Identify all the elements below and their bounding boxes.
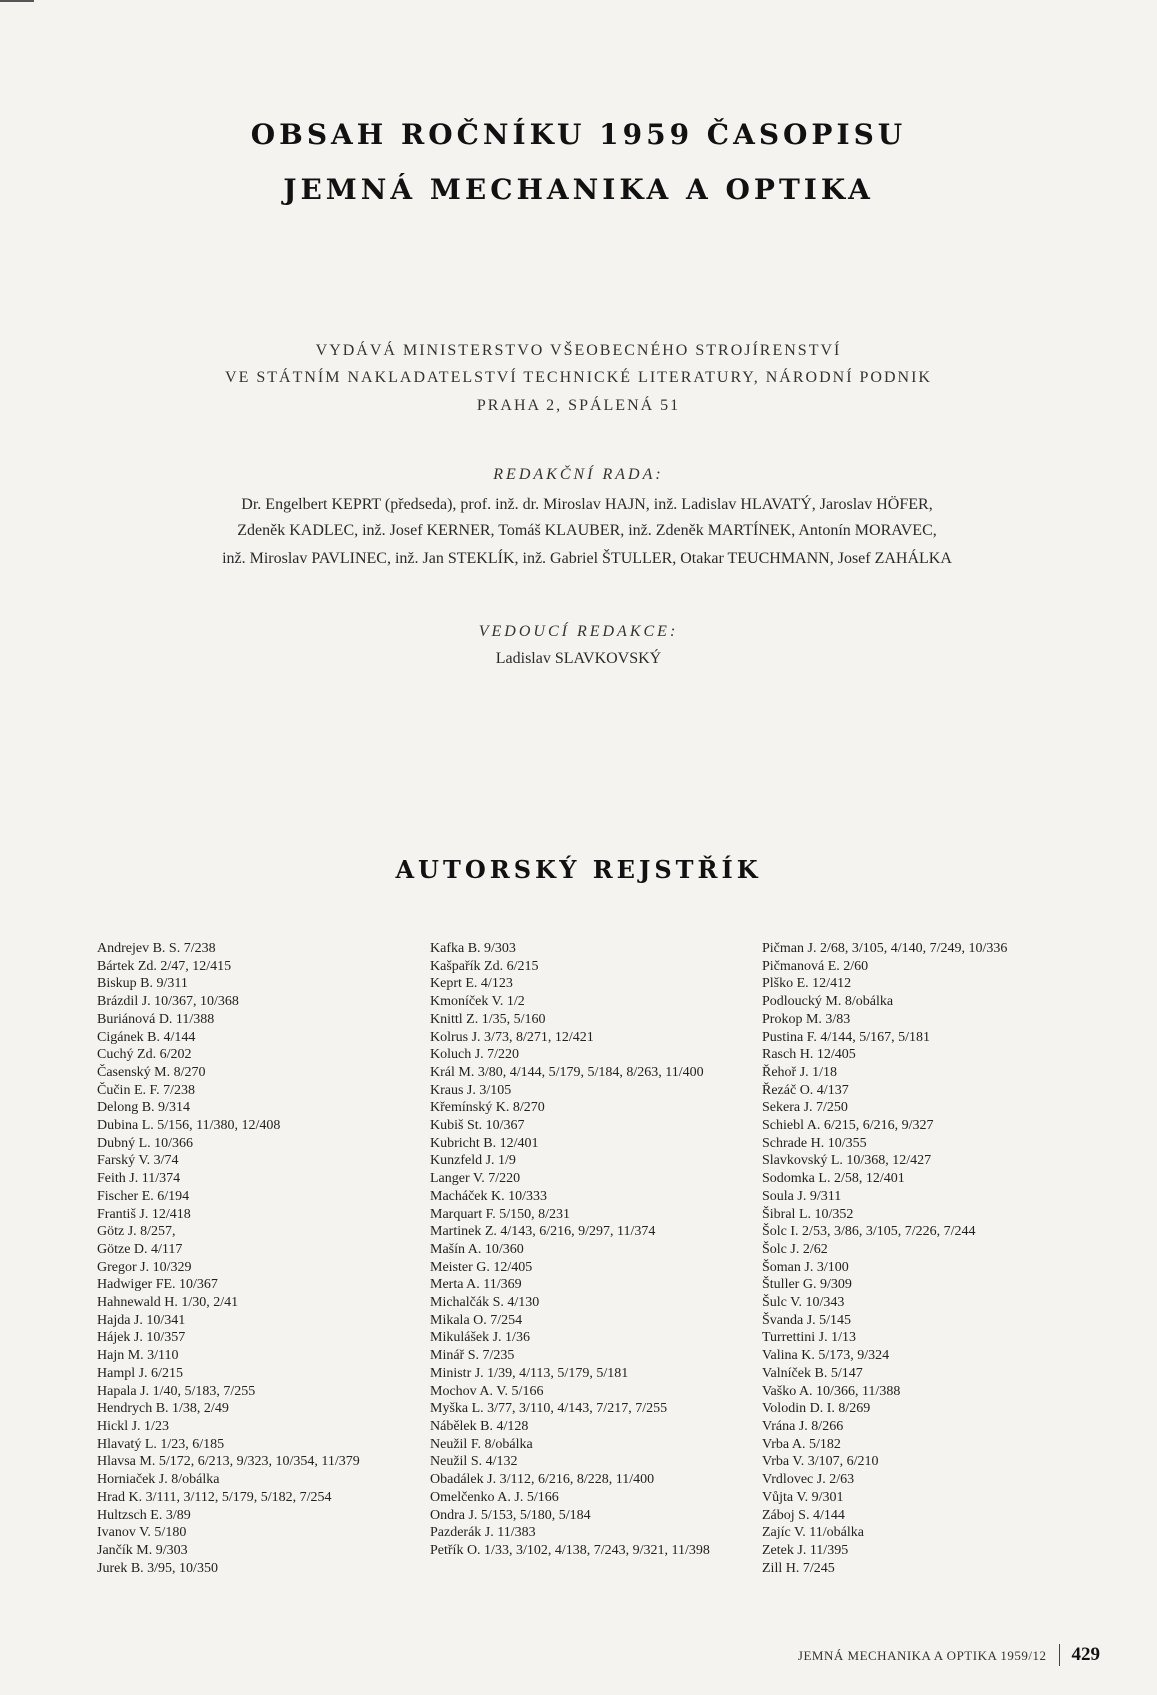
index-entry: Zill H. 7/245	[762, 1560, 835, 1576]
index-entry: Buriánová D. 11/388	[97, 1011, 215, 1027]
index-entry: Františ J. 12/418	[97, 1206, 191, 1222]
footer-divider	[1059, 1644, 1060, 1666]
index-entry: Farský V. 3/74	[97, 1153, 179, 1169]
editorial-board-heading: REDAKČNÍ RADA:	[493, 466, 664, 483]
index-entry: Vrdlovec J. 2/63	[762, 1472, 855, 1488]
index-entry: Götze D. 4/117	[97, 1241, 183, 1257]
publisher-line-2: VE STÁTNÍM NAKLADATELSTVÍ TECHNICKÉ LITERATURY, NÁRODNÍ PODNIK	[225, 369, 932, 386]
index-entry: Čučin E. F. 7/238	[97, 1082, 196, 1098]
index-entry: Martinek Z. 4/143, 6/216, 9/297, 11/374	[430, 1224, 656, 1240]
index-entry: Vrba V. 3/107, 6/210	[762, 1454, 879, 1470]
index-entry: Vrba A. 5/182	[762, 1436, 841, 1452]
index-entry: Valina K. 5/173, 9/324	[762, 1348, 890, 1364]
index-entry: Feith J. 11/374	[97, 1171, 181, 1187]
page-footer	[0, 1644, 1100, 1666]
page-subtitle: JEMNÁ MECHANIKA A OPTIKA	[283, 173, 874, 206]
index-entry: Schiebl A. 6/215, 6/216, 9/327	[762, 1118, 934, 1134]
index-entry: Rasch H. 12/405	[762, 1047, 856, 1063]
index-entry: Ministr J. 1/39, 4/113, 5/179, 5/181	[430, 1365, 629, 1381]
index-entry: Volodin D. I. 8/269	[762, 1401, 871, 1417]
index-entry: Turrettini J. 1/13	[762, 1330, 856, 1346]
index-entry: Knittl Z. 1/35, 5/160	[430, 1011, 546, 1027]
index-entry: Hampl J. 6/215	[97, 1365, 183, 1381]
index-entry: Kubiš St. 10/367	[430, 1118, 525, 1134]
editor-in-chief-heading: VEDOUCÍ REDAKCE:	[478, 623, 679, 640]
index-entry: Bártek Zd. 2/47, 12/415	[97, 958, 232, 974]
editorial-board-line: Dr. Engelbert KEPRT (předseda), prof. inž. dr. Miroslav HAJN, inž. Ladislav HLAVATÝ, Jaroslav HÖFER,	[241, 496, 933, 513]
index-entry: Soula J. 9/311	[762, 1188, 842, 1204]
index-entry: Šolc I. 2/53, 3/86, 3/105, 7/226, 7/244	[762, 1224, 976, 1240]
index-entry: Fischer E. 6/194	[97, 1188, 190, 1204]
page-title: OBSAH ROČNÍKU 1959 ČASOPISU	[250, 118, 907, 151]
index-entry: Řehoř J. 1/18	[762, 1064, 838, 1080]
index-entry: Dubný L. 10/366	[97, 1135, 194, 1151]
index-entry: Záboj S. 4/144	[762, 1507, 845, 1523]
index-entry: Hultzsch E. 3/89	[97, 1507, 191, 1523]
author-index-title: AUTORSKÝ REJSTŘÍK	[395, 855, 762, 884]
index-entry: Koluch J. 7/220	[430, 1047, 520, 1063]
index-entry: Minář S. 7/235	[430, 1348, 515, 1364]
index-entry: Hajn M. 3/110	[97, 1348, 179, 1364]
index-entry: Neužil F. 8/obálka	[430, 1436, 533, 1452]
index-entry: Řezáč O. 4/137	[762, 1082, 849, 1098]
index-column-3	[762, 940, 1092, 1577]
index-entry: Marquart F. 5/150, 8/231	[430, 1206, 571, 1222]
index-entry: Šoman J. 3/100	[762, 1259, 849, 1275]
index-entry: Cuchý Zd. 6/202	[97, 1047, 192, 1063]
index-entry: Macháček K. 10/333	[430, 1188, 548, 1204]
index-entry: Jančík M. 9/303	[97, 1542, 188, 1558]
index-entry: Slavkovský L. 10/368, 12/427	[762, 1153, 932, 1169]
footer-journal-name: JEMNÁ MECHANIKA A OPTIKA 1959/12	[797, 1648, 1047, 1663]
index-entry: Schrade H. 10/355	[762, 1135, 867, 1151]
editorial-board-line: inž. Miroslav PAVLINEC, inž. Jan STEKLÍK, inž. Gabriel ŠTULLER, Otakar TEUCHMANN, Josef ZAHÁLKA	[222, 550, 952, 567]
editor-in-chief-name: Ladislav SLAVKOVSKÝ	[495, 650, 662, 667]
index-entry: Kašpařík Zd. 6/215	[430, 958, 539, 974]
index-entry: Götz J. 8/257,	[97, 1224, 176, 1240]
index-entry: Cigánek B. 4/144	[97, 1029, 196, 1045]
index-entry: Švanda J. 5/145	[762, 1312, 852, 1328]
index-entry: Kolrus J. 3/73, 8/271, 12/421	[430, 1029, 594, 1045]
index-entry: Pustina F. 4/144, 5/167, 5/181	[762, 1029, 931, 1045]
index-entry: Zajíc V. 11/obálka	[762, 1525, 864, 1541]
index-entry: Časenský M. 8/270	[97, 1064, 206, 1080]
index-entry: Hajda J. 10/341	[97, 1312, 186, 1328]
index-entry: Horniaček J. 8/obálka	[97, 1472, 220, 1488]
index-entry: Kmoníček V. 1/2	[430, 994, 525, 1010]
index-entry: Langer V. 7/220	[430, 1171, 521, 1187]
page-number: 429	[1071, 1644, 1100, 1665]
index-entry: Brázdil J. 10/367, 10/368	[97, 994, 239, 1010]
index-entry: Sodomka L. 2/58, 12/401	[762, 1171, 905, 1187]
index-entry: Nábělek B. 4/128	[430, 1418, 529, 1434]
index-entry: Delong B. 9/314	[97, 1100, 190, 1116]
index-entry: Neužil S. 4/132	[430, 1454, 518, 1470]
index-entry: Hadwiger FE. 10/367	[97, 1277, 218, 1293]
index-entry: Kunzfeld J. 1/9	[430, 1153, 516, 1169]
index-entry: Dubina L. 5/156, 11/380, 12/408	[97, 1118, 281, 1134]
index-entry: Merta A. 11/369	[430, 1277, 522, 1293]
index-entry: Král M. 3/80, 4/144, 5/179, 5/184, 8/263, 11/400	[430, 1064, 704, 1080]
index-entry: Křemínský K. 8/270	[430, 1100, 545, 1116]
index-entry: Valníček B. 5/147	[762, 1365, 863, 1381]
index-entry: Gregor J. 10/329	[97, 1259, 192, 1275]
index-entry: Kraus J. 3/105	[430, 1082, 512, 1098]
index-entry: Šibral L. 10/352	[762, 1206, 854, 1222]
index-entry: Kubricht B. 12/401	[430, 1135, 539, 1151]
index-entry: Hendrych B. 1/38, 2/49	[97, 1401, 229, 1417]
index-entry: Hapala J. 1/40, 5/183, 7/255	[97, 1383, 256, 1399]
index-entry: Podloucký M. 8/obálka	[762, 994, 894, 1010]
index-entry: Vrána J. 8/266	[762, 1418, 844, 1434]
publisher-line-1: VYDÁVÁ MINISTERSTVO VŠEOBECNÉHO STROJÍRENSTVÍ	[315, 342, 842, 359]
index-entry: Zetek J. 11/395	[762, 1542, 849, 1558]
index-entry: Hájek J. 10/357	[97, 1330, 186, 1346]
index-entry: Vaško A. 10/366, 11/388	[762, 1383, 901, 1399]
index-entry: Štuller G. 9/309	[762, 1277, 852, 1293]
index-entry: Hrad K. 3/111, 3/112, 5/179, 5/182, 7/254	[97, 1489, 332, 1505]
index-entry: Myška L. 3/77, 3/110, 4/143, 7/217, 7/255	[430, 1401, 668, 1417]
index-entry: Plško E. 12/412	[762, 976, 852, 992]
index-entry: Omelčenko A. J. 5/166	[430, 1489, 559, 1505]
corner-mark	[0, 0, 34, 2]
index-entry: Hickl J. 1/23	[97, 1418, 169, 1434]
index-entry: Vůjta V. 9/301	[762, 1489, 844, 1505]
index-entry: Hlavsa M. 5/172, 6/213, 9/323, 10/354, 11/379	[97, 1454, 360, 1470]
index-entry: Mikulášek J. 1/36	[430, 1330, 530, 1346]
index-entry: Šulc V. 10/343	[762, 1295, 845, 1311]
index-entry: Sekera J. 7/250	[762, 1100, 848, 1116]
index-entry: Hahnewald H. 1/30, 2/41	[97, 1295, 239, 1311]
index-entry: Mikala O. 7/254	[430, 1312, 523, 1328]
index-entry: Hlavatý L. 1/23, 6/185	[97, 1436, 225, 1452]
index-entry: Mochov A. V. 5/166	[430, 1383, 544, 1399]
index-entry: Obadálek J. 3/112, 6/216, 8/228, 11/400	[430, 1472, 655, 1488]
index-entry: Jurek B. 3/95, 10/350	[97, 1560, 218, 1576]
publisher-address: PRAHA 2, SPÁLENÁ 51	[476, 397, 681, 414]
index-entry: Kafka B. 9/303	[430, 941, 516, 956]
index-entry: Keprt E. 4/123	[430, 976, 513, 992]
index-entry: Biskup B. 9/311	[97, 976, 188, 992]
index-entry: Šolc J. 2/62	[762, 1241, 828, 1257]
editorial-board-line: Zdeněk KADLEC, inž. Josef KERNER, Tomáš KLAUBER, inž. Zdeněk MARTÍNEK, Antonín MORAVEC,	[237, 522, 937, 539]
index-entry: Ivanov V. 5/180	[97, 1525, 187, 1541]
index-entry: Petřík O. 1/33, 3/102, 4/138, 7/243, 9/321, 11/398	[430, 1542, 710, 1558]
index-column-1	[97, 940, 427, 1577]
index-entry: Prokop M. 3/83	[762, 1011, 851, 1027]
index-entry: Pičmanová E. 2/60	[762, 958, 869, 974]
index-entry: Michalčák S. 4/130	[430, 1295, 540, 1311]
index-entry: Pičman J. 2/68, 3/105, 4/140, 7/249, 10/336	[762, 941, 1008, 956]
index-entry: Meister G. 12/405	[430, 1259, 533, 1275]
index-entry: Andrejev B. S. 7/238	[97, 941, 216, 956]
index-entry: Pazderák J. 11/383	[430, 1525, 536, 1541]
index-entry: Mašín A. 10/360	[430, 1241, 524, 1257]
index-entry: Ondra J. 5/153, 5/180, 5/184	[430, 1507, 591, 1523]
index-column-2	[430, 940, 760, 1560]
